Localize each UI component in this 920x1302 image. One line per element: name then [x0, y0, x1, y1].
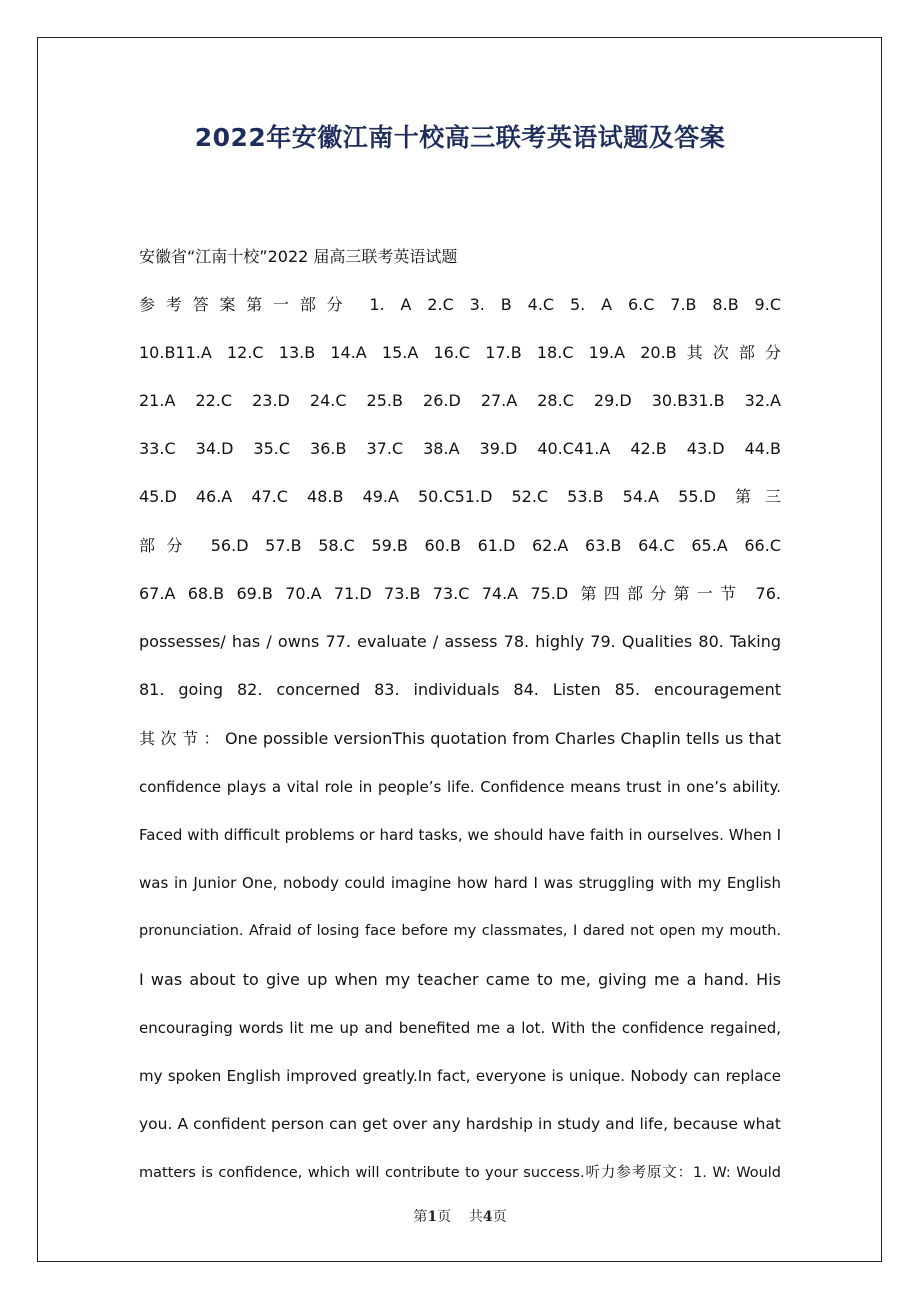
answer-line-4: 33.C 34.D 35.C 36.B 37.C 38.A 39.D 40.C41.A 42.B 43.D 44.B	[139, 439, 781, 458]
answer-line-2: 10.B11.A 12.C 13.B 14.A 15.A 16.C 17.B 18.C 19.A 20.B其次部分	[139, 343, 781, 362]
answer-line-1: 参考答案第一部分 1. A 2.C 3. B 4.C 5. A 6.C 7.B 8.B 9.C	[139, 295, 781, 314]
essay-line-10: matters is confidence, which will contribute to your success.听力参考原文：1. W: Would	[139, 1165, 781, 1181]
essay-line-6: I was about to give up when my teacher came to me, giving me a hand. His	[139, 970, 781, 989]
essay-line-7: encouraging words lit me up and benefited me a lot. With the confidence regained,	[139, 1019, 781, 1037]
answer-line-7: 67.A 68.B 69.B 70.A 71.D 73.B 73.C 74.A 75.D 第四部分第一节 76.	[139, 584, 781, 603]
page-total: 4	[482, 1209, 493, 1225]
essay-line-5: pronunciation. Afraid of losing face before my classmates, I dared not open my mouth.	[139, 923, 781, 939]
page-prefix: 第	[413, 1209, 428, 1225]
page-footer	[0, 1206, 920, 1226]
page-label: 页	[437, 1209, 452, 1225]
document-title: 2022年安徽江南十校高三联考英语试题及答案	[194, 123, 726, 152]
answer-line-9: 81. going 82. concerned 83. individuals 84. Listen 85. encouragement	[139, 680, 781, 699]
essay-line-3: Faced with difficult problems or hard tasks, we should have faith in ourselves. When I	[139, 826, 781, 844]
total-prefix: 共	[468, 1209, 483, 1225]
answer-line-8: possesses/ has / owns 77. evaluate / assess 78. highly 79. Qualities 80. Taking	[139, 632, 781, 651]
answer-line-6: 部分 56.D 57.B 58.C 59.B 60.B 61.D 62.A 63.B 64.C 65.A 66.C	[139, 536, 781, 555]
answer-line-5: 45.D 46.A 47.C 48.B 49.A 50.C51.D 52.C 53.B 54.A 55.D 第三	[139, 487, 781, 506]
answer-line-3: 21.A 22.C 23.D 24.C 25.B 26.D 27.A 28.C 29.D 30.B31.B 32.A	[139, 391, 781, 410]
total-label: 页	[492, 1209, 507, 1225]
essay-line-1: 其 次 节 ： One possible versionThis quotation from Charles Chaplin tells us that	[139, 729, 781, 748]
essay-line-2: confidence plays a vital role in people’s life. Confidence means trust in one’s ability.	[139, 778, 781, 796]
page-current: 1	[427, 1209, 438, 1225]
subtitle-line: 安徽省“江南十校”2022 届高三联考英语试题	[139, 247, 458, 266]
essay-line-4: was in Junior One, nobody could imagine how hard I was struggling with my English	[139, 874, 781, 892]
essay-line-8: my spoken English improved greatly.In fact, everyone is unique. Nobody can replace	[139, 1067, 781, 1085]
essay-line-9: you. A confident person can get over any hardship in study and life, because what	[139, 1115, 781, 1133]
